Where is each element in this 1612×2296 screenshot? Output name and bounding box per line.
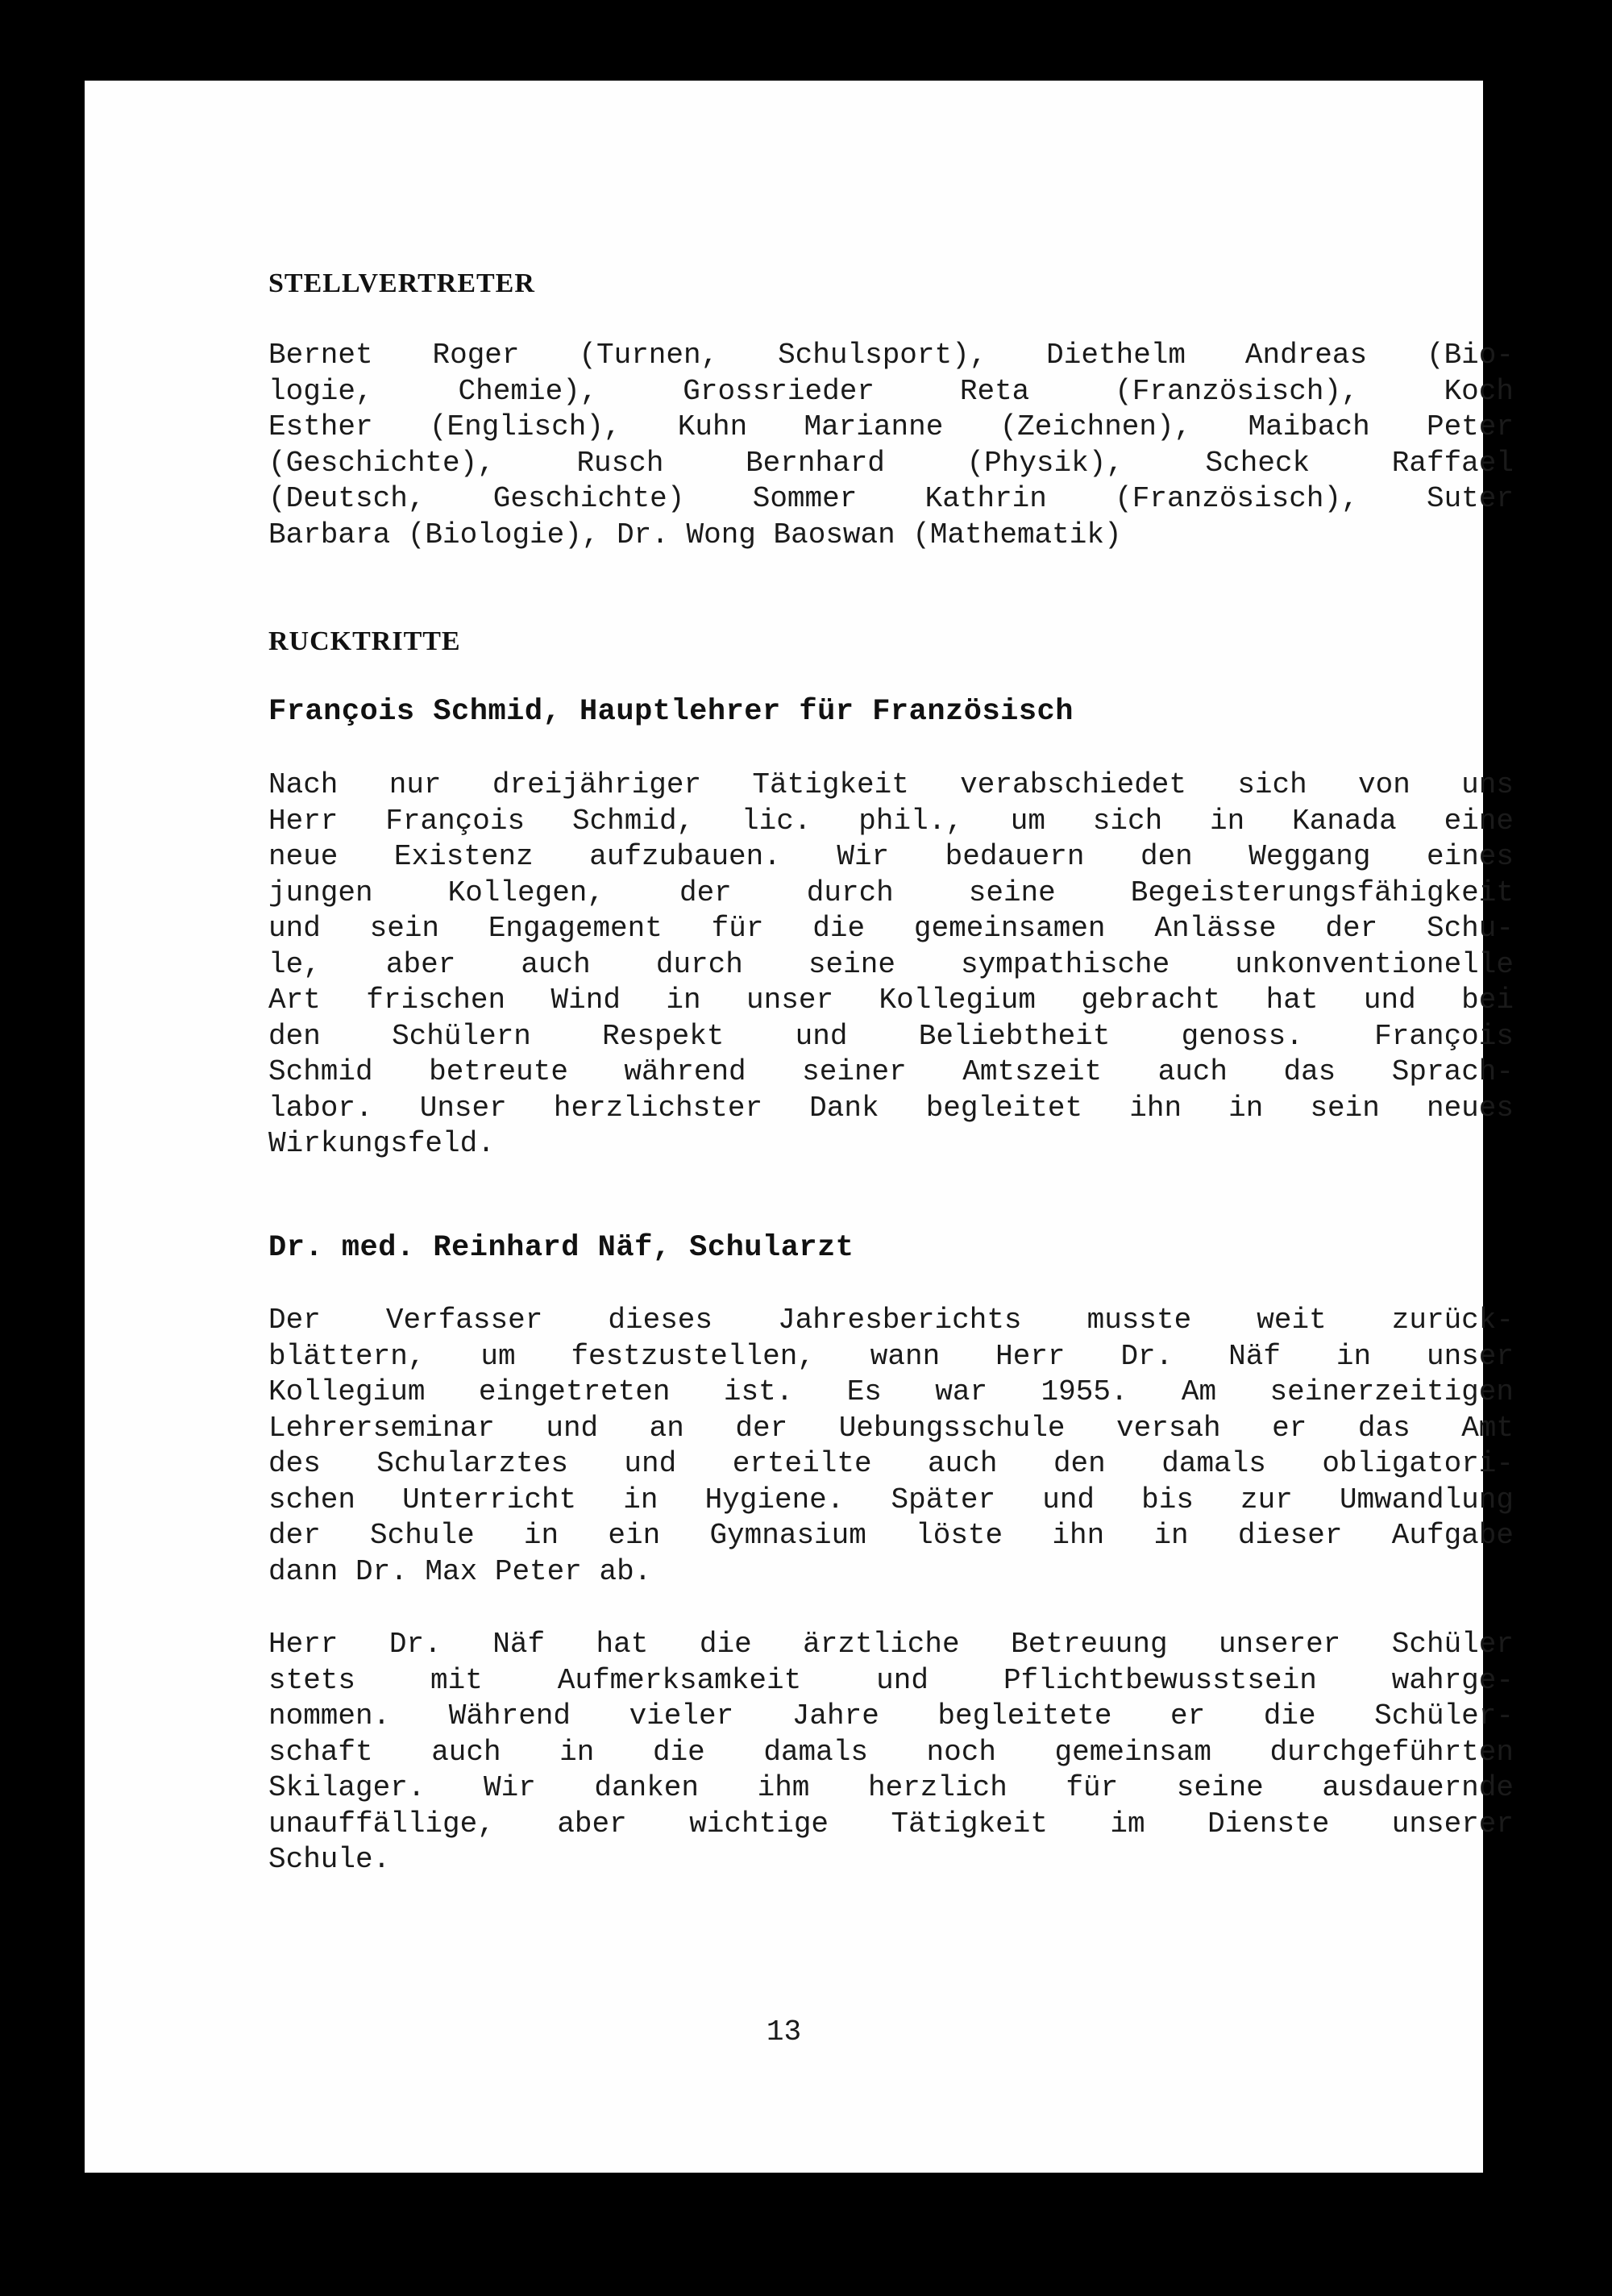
text-line: (Geschichte), Rusch Bernhard (Physik), Scheck Raffael: [268, 446, 1514, 480]
schmid-title: François Schmid, Hauptlehrer für Französisch: [268, 695, 1074, 729]
naef-title: Dr. med. Reinhard Näf, Schularzt: [268, 1231, 854, 1265]
text-line: neue Existenz aufzubauen. Wir bedauern den Weggang eines: [268, 840, 1514, 873]
text-line: schen Unterricht in Hygiene. Später und bis zur Umwandlung: [268, 1483, 1514, 1516]
document-page: [85, 81, 1514, 2173]
text-line: labor. Unser herzlichster Dank begleitet ihn in sein neues: [268, 1091, 1514, 1125]
text-line: Der Verfasser dieses Jahresberichts musste weit zurück-: [268, 1304, 1514, 1337]
text-line: blättern, um festzustellen, wann Herr Dr. Näf in unser: [268, 1339, 1514, 1373]
text-line: Nach nur dreijähriger Tätigkeit verabschiedet sich von uns: [268, 768, 1514, 801]
section-heading-stellvertreter: STELLVERTRETER: [268, 268, 535, 298]
text-line: Bernet Roger (Turnen, Schulsport), Diethelm Andreas (Bio-: [268, 339, 1514, 372]
text-line: Herr Dr. Näf hat die ärztliche Betreuung unserer Schüler: [268, 1628, 1514, 1661]
text-line: Schmid betreute während seiner Amtszeit auch das Sprach-: [268, 1055, 1514, 1088]
section-heading-ruecktritte: RUCKTRITTE: [268, 626, 461, 656]
text-line: Esther (Englisch), Kuhn Marianne (Zeichnen), Maibach Peter: [268, 410, 1514, 443]
text-line: Lehrerseminar und an der Uebungsschule versah er das Amt: [268, 1411, 1514, 1445]
text-line: jungen Kollegen, der durch seine Begeisterungsfähigkeit: [268, 876, 1514, 909]
text-line: Schule.: [268, 1843, 391, 1876]
text-line: des Schularztes und erteilte auch den damals obligatori-: [268, 1447, 1514, 1480]
text-line: Skilager. Wir danken ihm herzlich für seine ausdauernde: [268, 1771, 1514, 1804]
text-line: Wirkungsfeld.: [268, 1127, 495, 1160]
text-line: logie, Chemie), Grossrieder Reta (Französisch), Koch: [268, 374, 1514, 408]
page-number: 13: [766, 2015, 802, 2049]
text-line: schaft auch in die damals noch gemeinsam durchgeführten: [268, 1735, 1514, 1769]
text-line: dann Dr. Max Peter ab.: [268, 1554, 652, 1588]
text-line: Barbara (Biologie), Dr. Wong Baoswan (Mathematik): [268, 518, 1122, 551]
text-line: und sein Engagement für die gemeinsamen Anlässe der Schu-: [268, 912, 1514, 945]
text-line: unauffällige, aber wichtige Tätigkeit im Dienste unserer: [268, 1807, 1514, 1841]
text-line: stets mit Aufmerksamkeit und Pflichtbewusstsein wahrge-: [268, 1663, 1514, 1697]
text-line: nommen. Während vieler Jahre begleitete er die Schüler-: [268, 1699, 1514, 1732]
text-line: den Schülern Respekt und Beliebtheit genoss. François: [268, 1019, 1514, 1053]
text-line: (Deutsch, Geschichte) Sommer Kathrin (Französisch), Suter: [268, 482, 1514, 515]
text-line: Kollegium eingetreten ist. Es war 1955. Am seinerzeitigen: [268, 1375, 1514, 1408]
naef-paragraph-2: [268, 1627, 1514, 1878]
naef-paragraph-1: [268, 1303, 1514, 1590]
text-line: Art frischen Wind in unser Kollegium gebracht hat und bei: [268, 984, 1514, 1017]
text-line: der Schule in ein Gymnasium löste ihn in dieser Aufgabe: [268, 1519, 1514, 1552]
text-line: Herr François Schmid, lic. phil., um sich in Kanada eine: [268, 804, 1514, 838]
text-line: le, aber auch durch seine sympathische unkonventionelle: [268, 947, 1514, 981]
schmid-paragraph: [268, 767, 1514, 1163]
stellvertreter-paragraph: [268, 338, 1514, 553]
